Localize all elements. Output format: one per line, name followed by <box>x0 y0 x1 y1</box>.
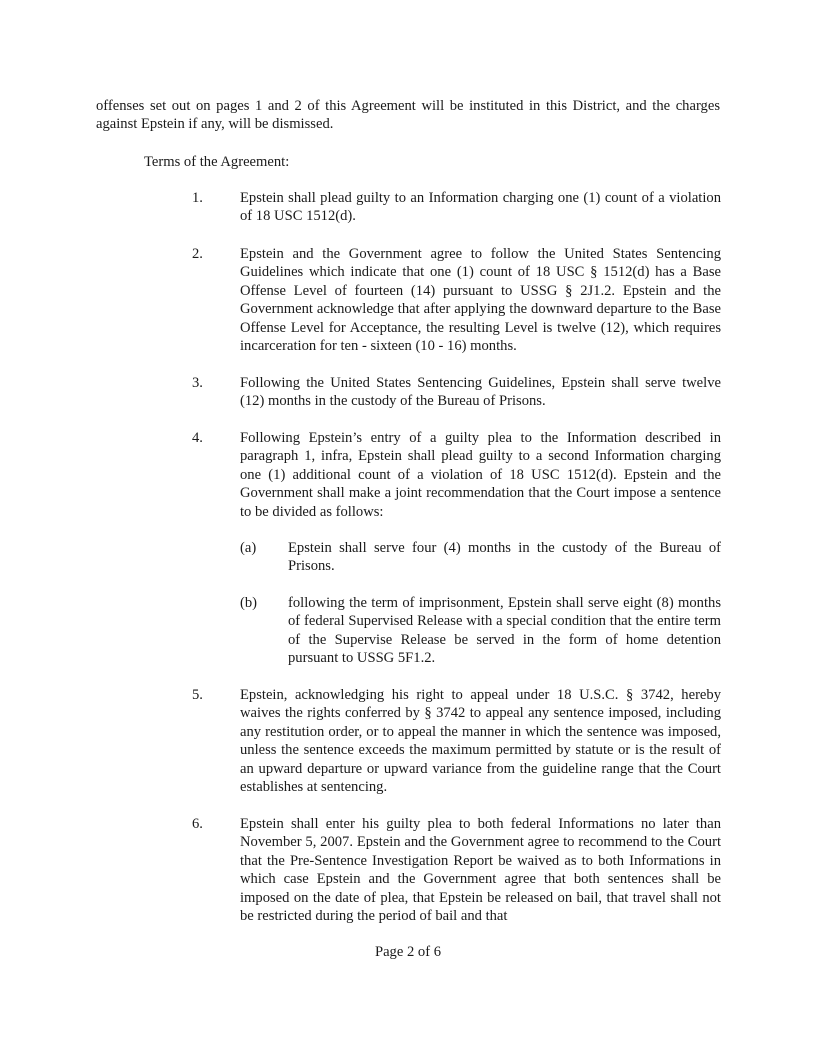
item-6-number: 6. <box>192 816 203 832</box>
item-2-text: Epstein and the Government agree to follow the United States Sentencing Guidelines which indicate that one (1) count of 18 USC § 1512(d) has a Base Offense Level of fourteen (14) pursuant to USSG § 2J1.2. Epstein and the Government acknowledge that after applying the downward departure to the Base Offense Level for Acceptance, the resulting Level is twelve (12), which requires incarceration for ten - sixteen (10 - 16) months. <box>240 246 721 355</box>
item-4-number: 4. <box>192 430 203 446</box>
page-footer: Page 2 of 6 <box>374 944 442 960</box>
intro-paragraph: offenses set out on pages 1 and 2 of this Agreement will be instituted in this District, and the charges against Epstein if any, will be dismissed. <box>96 98 720 133</box>
item-4b-text: following the term of imprisonment, Epstein shall serve eight (8) months of federal Supervised Release with a special condition that the entire term of the Supervise Release be served in the form of home detention pursuant to USSG 5F1.2. <box>288 595 721 667</box>
item-3-number: 3. <box>192 375 203 391</box>
item-5-text: Epstein, acknowledging his right to appeal under 18 U.S.C. § 3742, hereby waives the rights conferred by § 3742 to appeal any sentence imposed, including any restitution order, or to appeal the manner in which the sentence was imposed, unless the sentence exceeds the maximum permitted by statute or is the result of an upward departure or upward variance from the guideline range that the Court establishes at sentencing. <box>240 687 721 796</box>
terms-heading: Terms of the Agreement: <box>144 154 290 170</box>
item-4b-label: (b) <box>240 595 258 611</box>
item-5-number: 5. <box>192 687 203 703</box>
item-6-text: Epstein shall enter his guilty plea to both federal Informations no later than November 5, 2007. Epstein and the Government agree to recommend to the Court that the Pre-Sentence Investigation Report be waived as to both Informations in which case Epstein and the Government agree that both sentences shall be imposed on the date of plea, that Epstein be released on bail, that travel shall not be restricted during the period of bail and that <box>240 816 721 925</box>
item-4a-label: (a) <box>240 540 257 556</box>
item-3-text: Following the United States Sentencing Guidelines, Epstein shall serve twelve (12) months in the custody of the Bureau of Prisons. <box>240 375 721 410</box>
item-4-text: Following Epstein’s entry of a guilty plea to the Information described in paragraph 1, infra, Epstein shall plead guilty to a second Information charging one (1) additional count of a violation of 18 USC 1512(d). Epstein and the Government shall make a joint recommendation that the Court impose a sentence to be divided as follows: <box>240 430 721 520</box>
item-1-number: 1. <box>192 190 203 206</box>
item-1-text: Epstein shall plead guilty to an Information charging one (1) count of a violation of 18 USC 1512(d). <box>240 190 721 225</box>
item-4a-text: Epstein shall serve four (4) months in the custody of the Bureau of Prisons. <box>288 540 721 575</box>
item-2-number: 2. <box>192 246 203 262</box>
